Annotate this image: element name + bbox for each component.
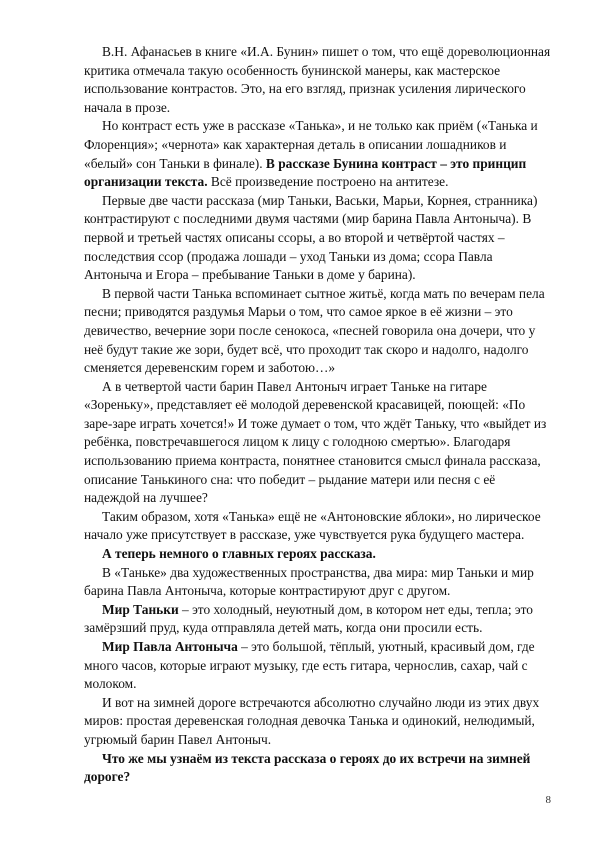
paragraph <box>84 378 552 508</box>
text-segment: Всё произведение построено на антитезе. <box>207 174 449 190</box>
paragraph <box>84 564 552 601</box>
text-segment: В «Таньке» два художественных пространства, два мира: мир Таньки и мир барина Павла Антоныча, которые контрастируют друг с другом. <box>84 564 534 599</box>
paragraph <box>84 508 552 545</box>
text-segment: И вот на зимней дороге встречаются абсолютно случайно люди из этих двух миров: простая деревенская голодная девочка Танька и одинокий, нелюдимый, угрюмый барин Павел Антоныч. <box>84 694 540 747</box>
paragraph <box>84 117 552 191</box>
bold-text-segment: Мир Таньки <box>102 601 179 617</box>
paragraph <box>84 750 552 787</box>
text-segment: В.Н. Афанасьев в книге «И.А. Бунин» пишет о том, что ещё дореволюционная критика отмечала такую особенность бунинской манеры, как мастерское использование контрастов. Это, на его взгляд, признак усиления лирического начала в прозе. <box>84 44 551 115</box>
text-segment: Таким образом, хотя «Танька» ещё не «Антоновские яблоки», но лирическое начало уже присутствует в рассказе, уже чувствуется рука будущего мастера. <box>84 508 541 543</box>
text-body <box>84 43 552 787</box>
bold-text-segment: Что же мы узнаём из текста рассказа о героях до их встречи на зимней дороге? <box>84 750 531 785</box>
text-segment: – это холодный, неуютный дом, в котором нет еды, тепла; это замёрзший пруд, куда отправляла детей мать, когда они просили есть. <box>84 601 534 636</box>
page-number: 8 <box>545 794 551 806</box>
paragraph <box>84 285 552 378</box>
paragraph <box>84 601 552 638</box>
paragraph <box>84 192 552 285</box>
paragraph <box>84 638 552 694</box>
paragraph <box>84 43 552 117</box>
text-segment: В первой части Танька вспоминает сытное житьё, когда мать по вечерам пела песни; приводятся раздумья Марьи о том, что самое яркое в её жизни – это девичество, вечерние зори после сенокоса, «песней говорила она дочери, что у неё будут такие же зори, будет всё, что проходит так скоро и надолго, надолго сменяется деревенским горем и заботою…» <box>84 285 545 376</box>
text-segment: Первые две части рассказа (мир Таньки, Васьки, Марьи, Корнея, странника) контрастируют с последними двумя частями (мир барина Павла Антоныча). В первой и третьей частях описаны ссоры, а во второй и четвёртой частях – последствия ссор (продажа лошади – уход Таньки из дома; ссора Павла Антоныча и Егора – пребывание Таньки в доме у барина). <box>84 192 538 283</box>
text-segment: А в четвертой части барин Павел Антоныч играет Таньке на гитаре «Зореньку», представляет её молодой деревенской красавицей, поющей: «По заре-заре играть хочется!» И тоже думает о том, что ждёт Таньку, что «выйдет из ребёнка, повстречавшегося лицом к лицу с голодною смертью». Благодаря использованию приема контраста, понятнее становится смысл финала рассказа, описание Танькиного сна: что победит – рыдание матери или песня с её надеждой на лучшее? <box>84 378 547 506</box>
bold-text-segment: А теперь немного о главных героях рассказа. <box>102 546 376 562</box>
paragraph <box>84 694 552 750</box>
text-segment: Но контраст есть уже в рассказе «Танька», и не только как приём («Танька и Флоренция»; «чернота» как характерная деталь в описании лошадников и «белый» сон Таньки в финале). <box>84 118 538 171</box>
text-segment: – это большой, тёплый, уютный, красивый дом, где много часов, которые играют музыку, где есть гитара, чернослив, сахар, чай с молоком. <box>84 639 535 692</box>
bold-text-segment: В рассказе Бунина контраст – это принцип организации текста. <box>84 155 527 190</box>
bold-text-segment: Мир Павла Антоныча <box>102 639 238 654</box>
paragraph <box>84 545 552 564</box>
